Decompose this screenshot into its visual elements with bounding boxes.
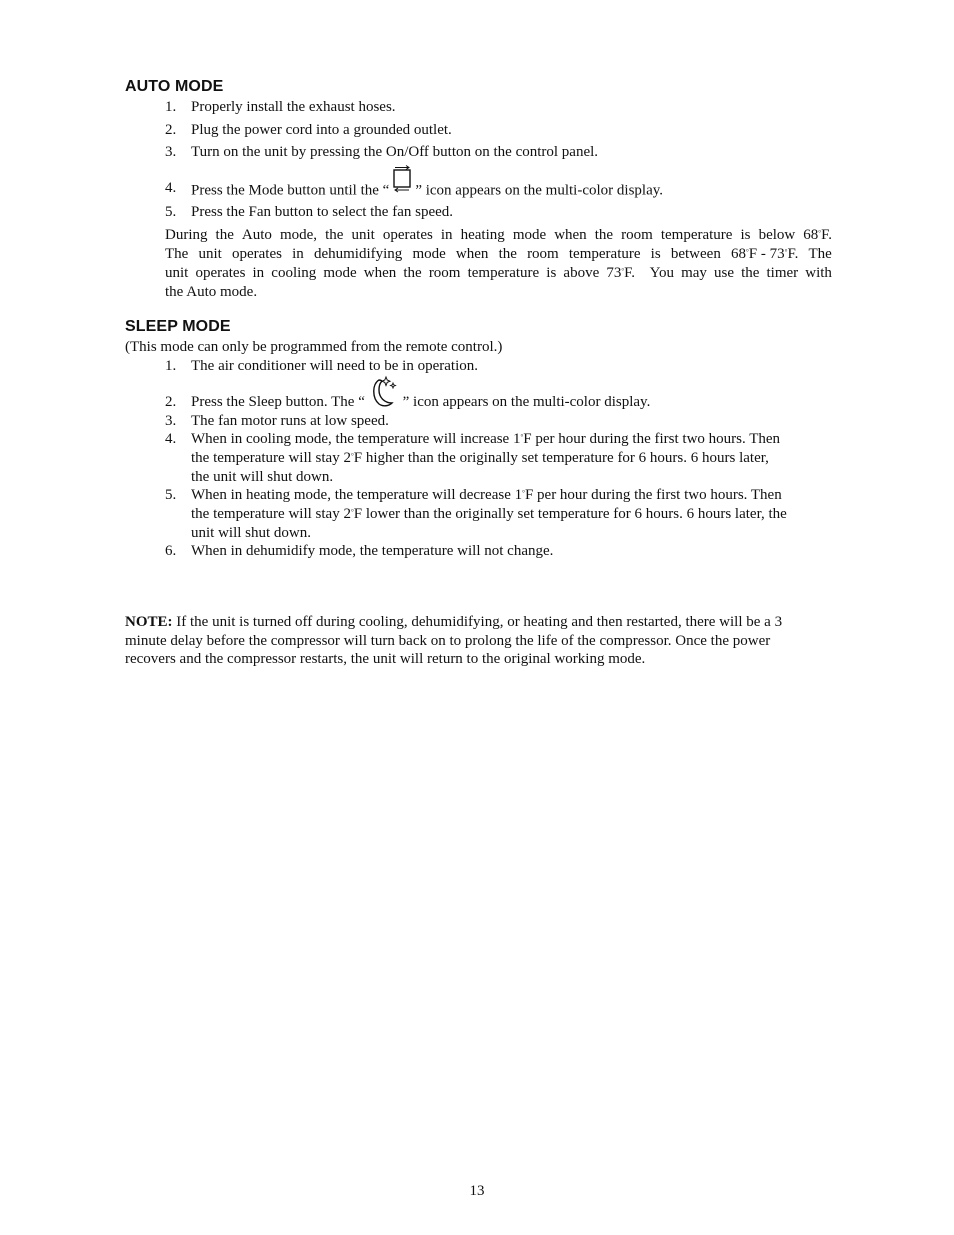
step-text-part: F higher than the originally set temperature for 6 hours. 6 hours later, bbox=[353, 450, 769, 466]
step-number: 2. bbox=[165, 122, 177, 138]
step-text bbox=[191, 486, 782, 504]
note-line-2: minute delay before the compressor will turn back on to prolong the life of the compressor. Once the power bbox=[125, 633, 771, 649]
para-line: During the Auto mode, the unit operates in heating mode when the room temperature is below 68°F. bbox=[165, 227, 832, 243]
auto-mode-heading: AUTO MODE bbox=[125, 78, 224, 95]
note-line-1 bbox=[125, 613, 782, 631]
step-number: 1. bbox=[165, 99, 177, 115]
para-line: unit operates in cooling mode when the room temperature is above 73°F. You may use the timer with bbox=[165, 265, 832, 281]
degree-sign: ° bbox=[784, 248, 788, 256]
step-number: 5. bbox=[165, 487, 177, 503]
step-number: 4. bbox=[165, 431, 177, 447]
step-text-part: When in cooling mode, the temperature will increase 1 bbox=[191, 431, 521, 447]
step-text: Properly install the exhaust hoses. bbox=[191, 99, 396, 115]
auto-mode-paragraph bbox=[165, 226, 832, 302]
para-text: F. bbox=[821, 227, 832, 243]
degree-sign: ° bbox=[621, 267, 625, 275]
step-text: The fan motor runs at low speed. bbox=[191, 413, 389, 429]
auto-mode-icon bbox=[389, 173, 415, 197]
step-text: the unit will shut down. bbox=[191, 469, 334, 485]
step-number: 5. bbox=[165, 204, 177, 220]
sleep-moon-icon bbox=[365, 394, 399, 412]
step-text: unit will shut down. bbox=[191, 525, 312, 541]
degree-sign: ° bbox=[818, 229, 822, 237]
step-number: 2. bbox=[165, 394, 177, 410]
degree-sign: ° bbox=[522, 489, 525, 497]
para-line bbox=[165, 283, 832, 302]
para-line: The unit operates in dehumidifying mode when the room temperature is between 68°F - 73°F. The bbox=[165, 246, 832, 262]
step-text-part: F per hour during the first two hours. Then bbox=[524, 487, 782, 503]
step-number: 4. bbox=[165, 180, 177, 196]
note-text: If the unit is turned off during cooling, dehumidifying, or heating and then restarted, there will be a 3 bbox=[172, 614, 783, 630]
sleep-mode-heading: SLEEP MODE bbox=[125, 318, 231, 335]
degree-sign: ° bbox=[520, 433, 524, 441]
step-text: Plug the power cord into a grounded outlet. bbox=[191, 122, 452, 138]
step-text-after: ” icon appears on the multi-color display. bbox=[415, 182, 664, 199]
step-text: When in dehumidify mode, the temperature will not change. bbox=[191, 543, 554, 559]
step-text-after: ” icon appears on the multi-color display. bbox=[398, 394, 651, 410]
step-number: 3. bbox=[165, 144, 177, 160]
step-text: The air conditioner will need to be in operation. bbox=[191, 358, 478, 374]
sleep-mode-intro: (This mode can only be programmed from the remote control.) bbox=[125, 339, 503, 355]
step-text-part: When in heating mode, the temperature will decrease 1 bbox=[191, 487, 523, 503]
step-number: 3. bbox=[165, 413, 177, 429]
step-text bbox=[191, 179, 663, 203]
step-text bbox=[191, 430, 780, 448]
degree-sign: ° bbox=[350, 452, 354, 460]
para-text: the Auto mode. bbox=[165, 284, 258, 300]
step-number: 1. bbox=[165, 358, 177, 374]
note-line-3: recovers and the compressor restarts, the unit will return to the original working mode. bbox=[125, 651, 646, 667]
step-text bbox=[191, 393, 650, 412]
page-number: 13 bbox=[469, 1183, 485, 1199]
step-text-before: Press the Sleep button. The “ bbox=[191, 394, 365, 410]
step-text-part: F per hour during the first two hours. Then bbox=[523, 431, 781, 447]
step-text bbox=[191, 449, 769, 467]
step-text bbox=[191, 505, 787, 523]
step-text: Press the Fan button to select the fan speed. bbox=[191, 204, 454, 220]
degree-sign: ° bbox=[350, 508, 354, 516]
note-label: NOTE: bbox=[125, 614, 173, 630]
step-text-part: F lower than the originally set temperature for 6 hours. 6 hours later, the bbox=[353, 506, 787, 522]
step-text-part: the temperature will stay 2 bbox=[191, 506, 351, 522]
step-text: Turn on the unit by pressing the On/Off button on the control panel. bbox=[191, 144, 599, 160]
step-number: 6. bbox=[165, 543, 177, 559]
degree-sign: ° bbox=[745, 248, 749, 256]
step-text-part: the temperature will stay 2 bbox=[191, 450, 351, 466]
step-text-before: Press the Mode button until the “ bbox=[191, 182, 390, 199]
